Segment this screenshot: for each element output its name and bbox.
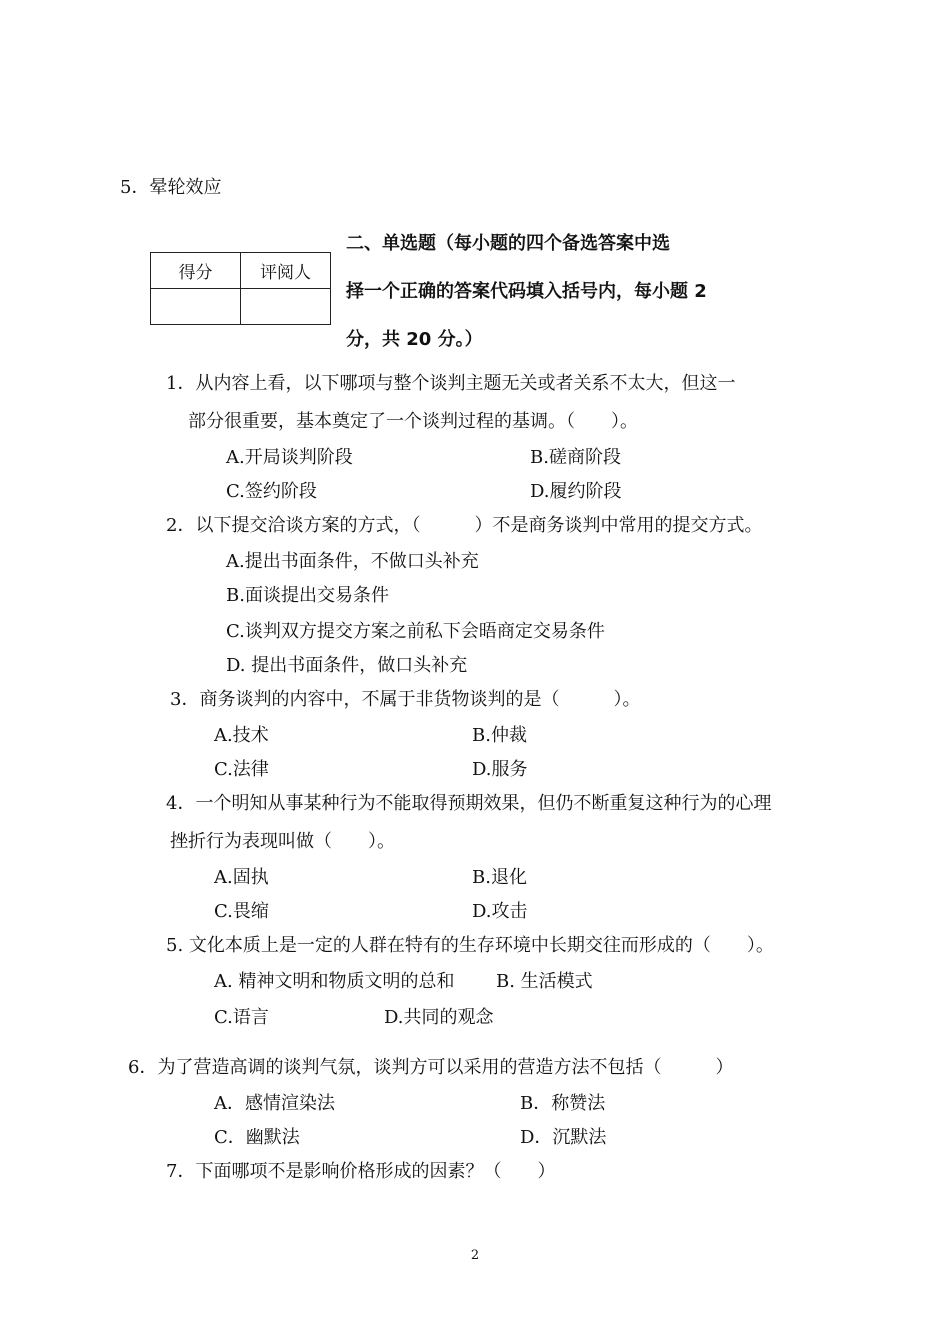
option: C.签约阶段 [226, 481, 317, 502]
option: A.固执 [214, 867, 269, 888]
section-title-line2: 择一个正确的答案代码填入括号内，每小题 2 [346, 281, 707, 302]
option: C．幽默法 [214, 1127, 300, 1148]
option: A．感情渲染法 [214, 1093, 335, 1114]
option: B.面谈提出交易条件 [226, 585, 389, 606]
section-title-line3: 分，共 20 分。） [346, 329, 483, 350]
option: B. 生活模式 [496, 971, 593, 992]
option: B．称赞法 [520, 1093, 606, 1114]
option: A.技术 [214, 725, 269, 746]
score-table [150, 252, 331, 325]
option: A.开局谈判阶段 [226, 447, 353, 468]
question-stem: 5. 文化本质上是一定的人群在特有的生存环境中长期交往而形成的（ ）。 [166, 935, 774, 956]
option: C.法律 [214, 759, 269, 780]
question-stem: 4．一个明知从事某种行为不能取得预期效果，但仍不断重复这种行为的心理 [166, 793, 772, 814]
question-stem: 2．以下提交洽谈方案的方式，（ ）不是商务谈判中常用的提交方式。 [166, 515, 763, 536]
score-cell [151, 289, 241, 325]
section-title-line1: 二、单选题（每小题的四个备选答案中选 [346, 233, 670, 254]
option: C.语言 [214, 1007, 269, 1028]
question-stem: 部分很重要，基本奠定了一个谈判过程的基调。（ ）。 [188, 411, 638, 432]
option: C.谈判双方提交方案之前私下会晤商定交易条件 [226, 621, 605, 642]
option: A.提出书面条件，不做口头补充 [226, 551, 479, 572]
option: B.仲裁 [472, 725, 527, 746]
page-number: 2 [470, 1248, 480, 1263]
question-stem: 挫折行为表现叫做（ ）。 [170, 831, 395, 852]
option: D. 提出书面条件，做口头补充 [226, 655, 468, 676]
question-stem: 3．商务谈判的内容中，不属于非货物谈判的是（ ）。 [170, 689, 641, 710]
reviewer-header: 评阅人 [241, 253, 331, 289]
option: A. 精神文明和物质文明的总和 [214, 971, 455, 992]
option: B.退化 [472, 867, 527, 888]
option: D.攻击 [472, 901, 528, 922]
reviewer-cell [241, 289, 331, 325]
option: D.服务 [472, 759, 528, 780]
option: D．沉默法 [520, 1127, 607, 1148]
question-stem: 6．为了营造高调的谈判气氛，谈判方可以采用的营造方法不包括（ ） [128, 1057, 734, 1078]
option: C.畏缩 [214, 901, 269, 922]
score-header: 得分 [151, 253, 241, 289]
option: D.履约阶段 [530, 481, 622, 502]
prev-question-item: 5．晕轮效应 [120, 177, 222, 198]
question-stem: 1．从内容上看，以下哪项与整个谈判主题无关或者关系不太大，但这一 [166, 373, 736, 394]
option: D.共同的观念 [384, 1007, 494, 1028]
question-stem: 7．下面哪项不是影响价格形成的因素？（ ） [166, 1161, 556, 1182]
option: B.磋商阶段 [530, 447, 621, 468]
